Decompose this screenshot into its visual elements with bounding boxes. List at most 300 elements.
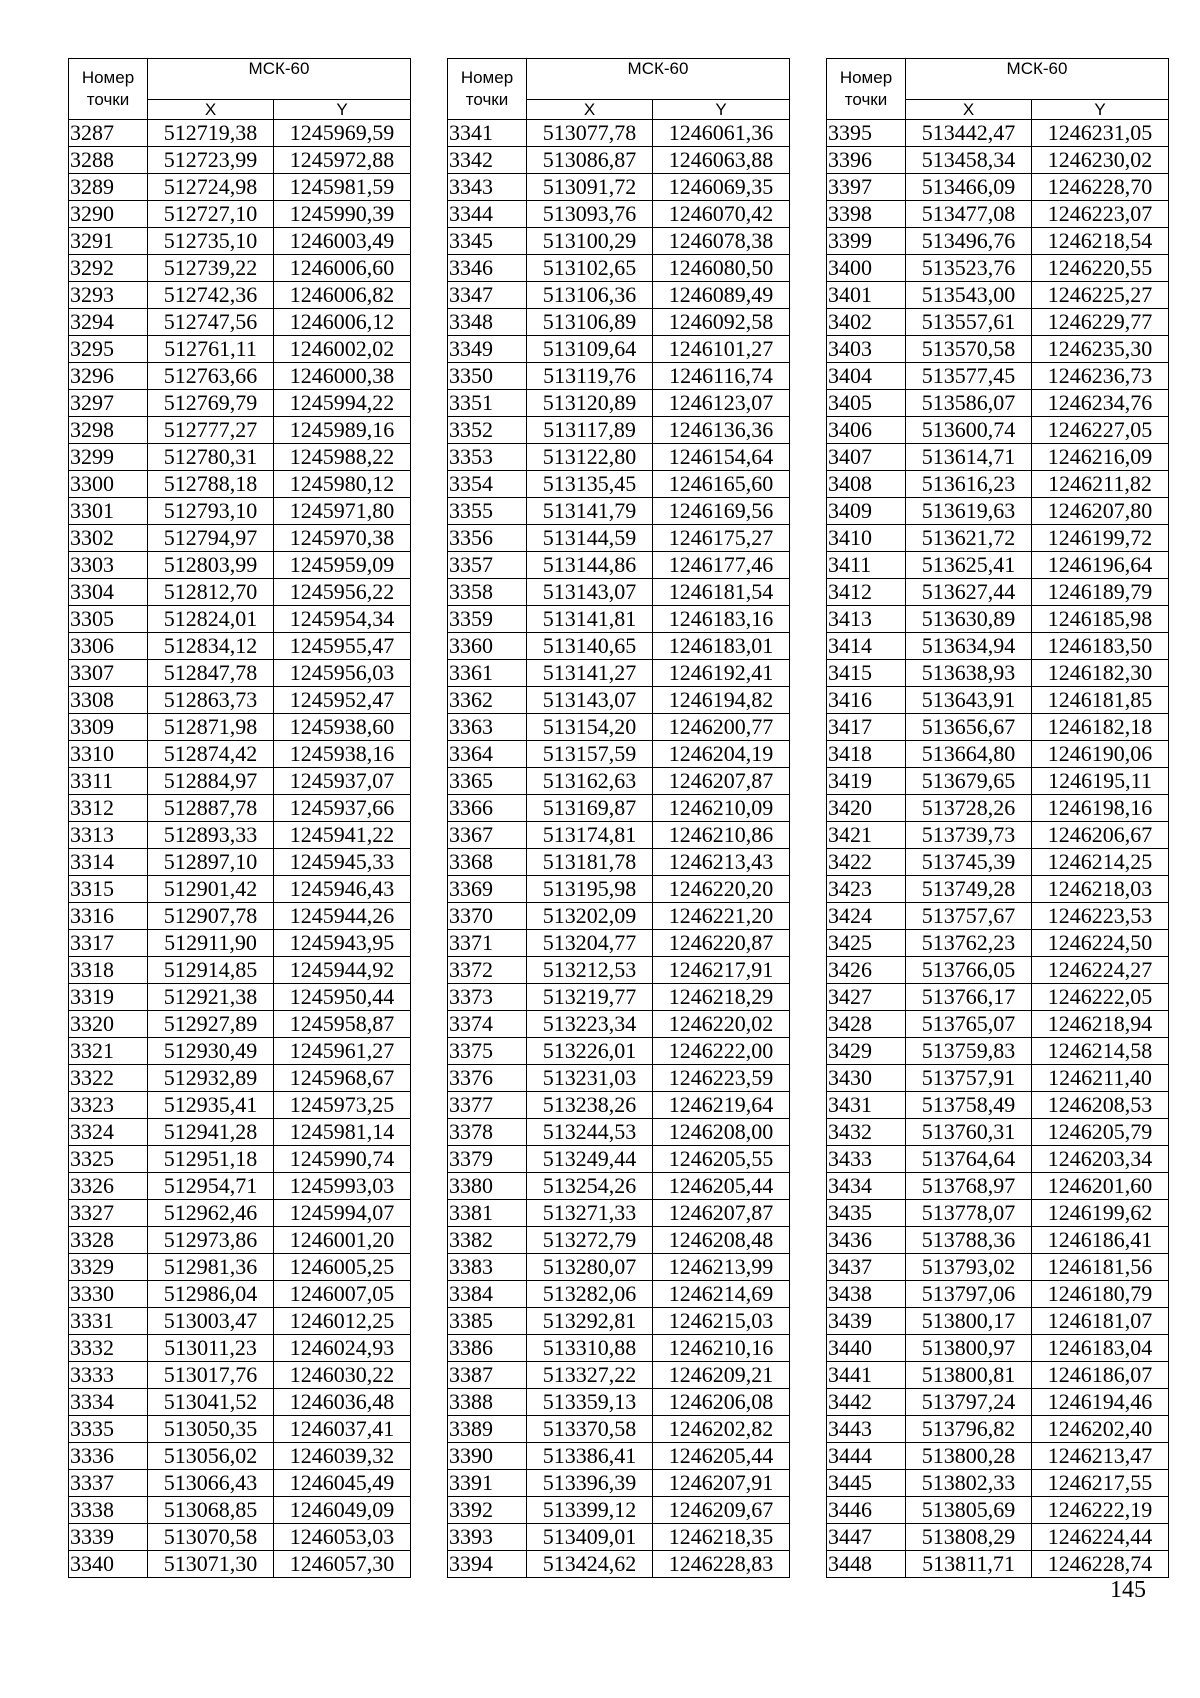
table-row: [827, 687, 1169, 714]
table-row: [448, 606, 790, 633]
x-coordinate-cell: 513424,62: [527, 1551, 653, 1578]
x-coordinate-cell: 513122,80: [527, 444, 653, 471]
y-coordinate-cell: 1246080,50: [653, 255, 790, 282]
table-row: [448, 147, 790, 174]
y-coordinate-cell: 1246006,82: [274, 282, 411, 309]
table-row: [69, 849, 411, 876]
point-number-cell: 3444: [827, 1443, 906, 1470]
y-coordinate-cell: 1246206,67: [1032, 822, 1169, 849]
y-coordinate-cell: 1246223,53: [1032, 903, 1169, 930]
x-coordinate-cell: 513143,07: [527, 579, 653, 606]
y-coordinate-cell: 1246201,60: [1032, 1173, 1169, 1200]
table-row: [69, 444, 411, 471]
point-number-cell: 3403: [827, 336, 906, 363]
table-row: [448, 444, 790, 471]
table-row: [448, 822, 790, 849]
y-coordinate-cell: 1245970,38: [274, 525, 411, 552]
table-row: [827, 201, 1169, 228]
y-coordinate-cell: 1246207,87: [653, 1200, 790, 1227]
x-coordinate-cell: 512824,01: [148, 606, 274, 633]
table-row: [448, 1227, 790, 1254]
x-coordinate-cell: 513619,63: [906, 498, 1032, 525]
point-number-cell: 3413: [827, 606, 906, 633]
y-coordinate-cell: 1246123,07: [653, 390, 790, 417]
table-row: [827, 228, 1169, 255]
y-coordinate-cell: 1245990,39: [274, 201, 411, 228]
point-number-cell: 3294: [69, 309, 148, 336]
x-coordinate-cell: 513162,63: [527, 768, 653, 795]
y-header: Y: [653, 100, 790, 120]
table-row: [448, 1200, 790, 1227]
table-row: [448, 849, 790, 876]
x-coordinate-cell: 513625,41: [906, 552, 1032, 579]
point-number-cell: 3372: [448, 957, 527, 984]
y-coordinate-cell: 1246049,09: [274, 1497, 411, 1524]
x-coordinate-cell: 513154,20: [527, 714, 653, 741]
table-row: [69, 1092, 411, 1119]
table-row: [827, 309, 1169, 336]
y-coordinate-cell: 1245955,47: [274, 633, 411, 660]
point-number-cell: 3342: [448, 147, 527, 174]
table-row: [448, 1173, 790, 1200]
x-coordinate-cell: 513093,76: [527, 201, 653, 228]
point-number-cell: 3357: [448, 552, 527, 579]
y-coordinate-cell: 1246030,22: [274, 1362, 411, 1389]
y-coordinate-cell: 1246205,79: [1032, 1119, 1169, 1146]
point-number-cell: 3351: [448, 390, 527, 417]
y-coordinate-cell: 1246213,43: [653, 849, 790, 876]
x-coordinate-cell: 513041,52: [148, 1389, 274, 1416]
point-number-cell: 3443: [827, 1416, 906, 1443]
y-coordinate-cell: 1246203,34: [1032, 1146, 1169, 1173]
y-coordinate-cell: 1246061,36: [653, 120, 790, 147]
point-number-cell: 3323: [69, 1092, 148, 1119]
table-row: [827, 1416, 1169, 1443]
y-coordinate-cell: 1246012,25: [274, 1308, 411, 1335]
point-number-cell: 3422: [827, 849, 906, 876]
y-coordinate-cell: 1246202,82: [653, 1416, 790, 1443]
x-coordinate-cell: 512780,31: [148, 444, 274, 471]
point-number-cell: 3401: [827, 282, 906, 309]
x-header: X: [148, 100, 274, 120]
x-coordinate-cell: 513109,64: [527, 336, 653, 363]
table-row: [448, 1335, 790, 1362]
point-number-cell: 3389: [448, 1416, 527, 1443]
y-coordinate-cell: 1246036,48: [274, 1389, 411, 1416]
table-row: [448, 201, 790, 228]
y-coordinate-cell: 1245950,44: [274, 984, 411, 1011]
x-coordinate-cell: 513600,74: [906, 417, 1032, 444]
table-row: [448, 1119, 790, 1146]
point-number-cell: 3432: [827, 1119, 906, 1146]
y-coordinate-cell: 1246234,76: [1032, 390, 1169, 417]
point-number-cell: 3369: [448, 876, 527, 903]
table-row: [69, 741, 411, 768]
x-coordinate-cell: 513577,45: [906, 363, 1032, 390]
x-coordinate-cell: 513523,76: [906, 255, 1032, 282]
y-coordinate-cell: 1245956,22: [274, 579, 411, 606]
y-coordinate-cell: 1246215,03: [653, 1308, 790, 1335]
point-number-cell: 3326: [69, 1173, 148, 1200]
table-row: [69, 1443, 411, 1470]
point-number-cell: 3334: [69, 1389, 148, 1416]
point-number-cell: 3299: [69, 444, 148, 471]
point-number-cell: 3433: [827, 1146, 906, 1173]
y-coordinate-cell: 1246218,03: [1032, 876, 1169, 903]
table-row: [69, 1362, 411, 1389]
x-coordinate-cell: 513765,07: [906, 1011, 1032, 1038]
x-coordinate-cell: 513570,58: [906, 336, 1032, 363]
x-coordinate-cell: 513106,36: [527, 282, 653, 309]
point-number-cell: 3316: [69, 903, 148, 930]
table-row: [69, 1524, 411, 1551]
y-coordinate-cell: 1246216,09: [1032, 444, 1169, 471]
table-row: [448, 363, 790, 390]
point-number-cell: 3402: [827, 309, 906, 336]
point-number-cell: 3441: [827, 1362, 906, 1389]
point-number-cell: 3411: [827, 552, 906, 579]
y-coordinate-cell: 1246154,64: [653, 444, 790, 471]
table-row: [69, 255, 411, 282]
x-coordinate-cell: 512907,78: [148, 903, 274, 930]
table-row: [448, 1524, 790, 1551]
y-coordinate-cell: 1246209,21: [653, 1362, 790, 1389]
point-number-cell: 3364: [448, 741, 527, 768]
point-number-cell: 3379: [448, 1146, 527, 1173]
x-coordinate-cell: 513143,07: [527, 687, 653, 714]
point-number-cell: 3371: [448, 930, 527, 957]
x-coordinate-cell: 513800,17: [906, 1308, 1032, 1335]
x-coordinate-cell: 513396,39: [527, 1470, 653, 1497]
x-coordinate-cell: 512763,66: [148, 363, 274, 390]
y-coordinate-cell: 1246204,19: [653, 741, 790, 768]
point-number-cell: 3439: [827, 1308, 906, 1335]
y-coordinate-cell: 1245980,12: [274, 471, 411, 498]
y-coordinate-cell: 1246136,36: [653, 417, 790, 444]
y-coordinate-cell: 1246213,99: [653, 1254, 790, 1281]
x-coordinate-cell: 513066,43: [148, 1470, 274, 1497]
y-coordinate-cell: 1246183,01: [653, 633, 790, 660]
y-coordinate-cell: 1246220,87: [653, 930, 790, 957]
table-row: [448, 471, 790, 498]
table-row: [448, 957, 790, 984]
table-row: [448, 120, 790, 147]
x-coordinate-cell: 513614,71: [906, 444, 1032, 471]
table-row: [69, 417, 411, 444]
table-row: [827, 1038, 1169, 1065]
y-coordinate-cell: 1246207,87: [653, 768, 790, 795]
system-header: МСК-60: [527, 59, 790, 100]
point-number-cell: 3385: [448, 1308, 527, 1335]
point-number-cell: 3425: [827, 930, 906, 957]
table-row: [448, 336, 790, 363]
table-row: [69, 498, 411, 525]
table-row: [448, 876, 790, 903]
x-coordinate-cell: 513793,02: [906, 1254, 1032, 1281]
table-row: [827, 390, 1169, 417]
y-coordinate-cell: 1246181,54: [653, 579, 790, 606]
x-coordinate-cell: 513359,13: [527, 1389, 653, 1416]
table-row: [69, 1470, 411, 1497]
point-number-cell: 3349: [448, 336, 527, 363]
table-row: [448, 687, 790, 714]
y-coordinate-cell: 1246220,20: [653, 876, 790, 903]
table-row: [448, 768, 790, 795]
y-coordinate-cell: 1246186,07: [1032, 1362, 1169, 1389]
x-coordinate-cell: 513226,01: [527, 1038, 653, 1065]
table-row: [448, 282, 790, 309]
x-coordinate-cell: 512793,10: [148, 498, 274, 525]
x-coordinate-cell: 513174,81: [527, 822, 653, 849]
y-coordinate-cell: 1246005,25: [274, 1254, 411, 1281]
y-coordinate-cell: 1245944,26: [274, 903, 411, 930]
x-coordinate-cell: 513409,01: [527, 1524, 653, 1551]
point-number-cell: 3309: [69, 714, 148, 741]
x-coordinate-cell: 513282,06: [527, 1281, 653, 1308]
x-coordinate-cell: 513800,97: [906, 1335, 1032, 1362]
point-number-cell: 3312: [69, 795, 148, 822]
point-number-cell: 3311: [69, 768, 148, 795]
point-number-cell: 3313: [69, 822, 148, 849]
x-coordinate-cell: 512954,71: [148, 1173, 274, 1200]
point-number-cell: 3328: [69, 1227, 148, 1254]
x-coordinate-cell: 513106,89: [527, 309, 653, 336]
y-coordinate-cell: 1246190,06: [1032, 741, 1169, 768]
x-coordinate-cell: 513310,88: [527, 1335, 653, 1362]
y-coordinate-cell: 1245937,66: [274, 795, 411, 822]
point-number-cell: 3396: [827, 147, 906, 174]
x-coordinate-cell: 513135,45: [527, 471, 653, 498]
point-number-cell: 3321: [69, 1038, 148, 1065]
y-coordinate-cell: 1246186,41: [1032, 1227, 1169, 1254]
point-number-cell: 3322: [69, 1065, 148, 1092]
y-coordinate-cell: 1246182,30: [1032, 660, 1169, 687]
x-coordinate-cell: 513630,89: [906, 606, 1032, 633]
table-row: [448, 1362, 790, 1389]
point-number-cell: 3303: [69, 552, 148, 579]
point-number-cell: 3414: [827, 633, 906, 660]
y-coordinate-cell: 1246165,60: [653, 471, 790, 498]
table-row: [448, 1470, 790, 1497]
table-row: [69, 633, 411, 660]
x-coordinate-cell: 512723,99: [148, 147, 274, 174]
table-row: [448, 1551, 790, 1578]
table-row: [448, 1308, 790, 1335]
table-row: [827, 957, 1169, 984]
x-coordinate-cell: 513627,44: [906, 579, 1032, 606]
x-coordinate-cell: 513219,77: [527, 984, 653, 1011]
table-row: [69, 1146, 411, 1173]
table-row: [448, 1065, 790, 1092]
y-coordinate-cell: 1246195,11: [1032, 768, 1169, 795]
point-header-line1: Номер: [460, 68, 514, 87]
point-number-cell: 3317: [69, 930, 148, 957]
table-row: [827, 1254, 1169, 1281]
point-number-cell: 3298: [69, 417, 148, 444]
y-coordinate-cell: 1245961,27: [274, 1038, 411, 1065]
x-coordinate-cell: 512847,78: [148, 660, 274, 687]
system-header: МСК-60: [148, 59, 411, 100]
y-coordinate-cell: 1245989,16: [274, 417, 411, 444]
x-coordinate-cell: 513181,78: [527, 849, 653, 876]
table-row: [827, 147, 1169, 174]
x-coordinate-cell: 513778,07: [906, 1200, 1032, 1227]
x-coordinate-cell: 513141,79: [527, 498, 653, 525]
point-number-cell: 3392: [448, 1497, 527, 1524]
x-coordinate-cell: 512930,49: [148, 1038, 274, 1065]
point-number-cell: 3359: [448, 606, 527, 633]
table-row: [69, 1551, 411, 1578]
point-number-cell: 3337: [69, 1470, 148, 1497]
table-row: [827, 822, 1169, 849]
table-row: [827, 363, 1169, 390]
y-header: Y: [274, 100, 411, 120]
table-row: [827, 1200, 1169, 1227]
y-header: Y: [1032, 100, 1169, 120]
x-coordinate-cell: 513238,26: [527, 1092, 653, 1119]
coordinates-table-2: [447, 58, 790, 1578]
y-coordinate-cell: 1245944,92: [274, 957, 411, 984]
table-row: [69, 876, 411, 903]
x-coordinate-cell: 512932,89: [148, 1065, 274, 1092]
y-coordinate-cell: 1246181,56: [1032, 1254, 1169, 1281]
x-coordinate-cell: 513271,33: [527, 1200, 653, 1227]
y-coordinate-cell: 1246218,29: [653, 984, 790, 1011]
y-coordinate-cell: 1246207,91: [653, 1470, 790, 1497]
point-number-cell: 3310: [69, 741, 148, 768]
x-coordinate-cell: 513800,28: [906, 1443, 1032, 1470]
table-row: [448, 1443, 790, 1470]
point-number-cell: 3400: [827, 255, 906, 282]
y-coordinate-cell: 1246037,41: [274, 1416, 411, 1443]
point-number-cell: 3344: [448, 201, 527, 228]
y-coordinate-cell: 1245952,47: [274, 687, 411, 714]
x-coordinate-cell: 512871,98: [148, 714, 274, 741]
y-coordinate-cell: 1246181,85: [1032, 687, 1169, 714]
x-coordinate-cell: 512874,42: [148, 741, 274, 768]
x-coordinate-cell: 513011,23: [148, 1335, 274, 1362]
x-header: X: [906, 100, 1032, 120]
table-row: [827, 741, 1169, 768]
point-number-cell: 3368: [448, 849, 527, 876]
point-number-cell: 3306: [69, 633, 148, 660]
x-coordinate-cell: 513466,09: [906, 174, 1032, 201]
y-coordinate-cell: 1246220,55: [1032, 255, 1169, 282]
table-row: [827, 174, 1169, 201]
x-coordinate-cell: 512914,85: [148, 957, 274, 984]
y-coordinate-cell: 1246053,03: [274, 1524, 411, 1551]
table-row: [827, 606, 1169, 633]
x-coordinate-cell: 513102,65: [527, 255, 653, 282]
y-coordinate-cell: 1246222,00: [653, 1038, 790, 1065]
point-number-cell: 3390: [448, 1443, 527, 1470]
point-number-cell: 3420: [827, 795, 906, 822]
point-number-cell: 3416: [827, 687, 906, 714]
x-coordinate-cell: 513797,06: [906, 1281, 1032, 1308]
table-row: [448, 1281, 790, 1308]
point-number-cell: 3355: [448, 498, 527, 525]
x-coordinate-cell: 512788,18: [148, 471, 274, 498]
point-number-cell: 3362: [448, 687, 527, 714]
point-number-cell: 3356: [448, 525, 527, 552]
x-coordinate-cell: 513120,89: [527, 390, 653, 417]
point-number-cell: 3428: [827, 1011, 906, 1038]
y-coordinate-cell: 1245994,22: [274, 390, 411, 417]
table-row: [69, 552, 411, 579]
table-row: [448, 984, 790, 1011]
coordinates-table-1: [68, 58, 411, 1578]
x-coordinate-cell: 513656,67: [906, 714, 1032, 741]
point-number-cell: 3378: [448, 1119, 527, 1146]
table-row: [827, 120, 1169, 147]
y-coordinate-cell: 1245938,60: [274, 714, 411, 741]
y-coordinate-cell: 1246180,79: [1032, 1281, 1169, 1308]
table-row: [448, 714, 790, 741]
x-coordinate-cell: 513762,23: [906, 930, 1032, 957]
y-coordinate-cell: 1246198,16: [1032, 795, 1169, 822]
x-coordinate-cell: 513231,03: [527, 1065, 653, 1092]
table-row: [827, 282, 1169, 309]
y-coordinate-cell: 1246210,86: [653, 822, 790, 849]
table-row: [827, 1146, 1169, 1173]
y-coordinate-cell: 1246230,02: [1032, 147, 1169, 174]
point-number-cell: 3339: [69, 1524, 148, 1551]
table-row: [69, 714, 411, 741]
y-coordinate-cell: 1246000,38: [274, 363, 411, 390]
y-coordinate-cell: 1246224,50: [1032, 930, 1169, 957]
x-coordinate-cell: 513272,79: [527, 1227, 653, 1254]
y-coordinate-cell: 1245968,67: [274, 1065, 411, 1092]
y-coordinate-cell: 1245958,87: [274, 1011, 411, 1038]
x-coordinate-cell: 513141,27: [527, 660, 653, 687]
point-number-cell: 3410: [827, 525, 906, 552]
x-coordinate-cell: 512742,36: [148, 282, 274, 309]
y-coordinate-cell: 1246063,88: [653, 147, 790, 174]
y-coordinate-cell: 1246214,25: [1032, 849, 1169, 876]
y-coordinate-cell: 1246205,44: [653, 1443, 790, 1470]
x-coordinate-cell: 513249,44: [527, 1146, 653, 1173]
point-number-cell: 3348: [448, 309, 527, 336]
x-coordinate-cell: 513003,47: [148, 1308, 274, 1335]
x-coordinate-cell: 513458,34: [906, 147, 1032, 174]
x-coordinate-cell: 513745,39: [906, 849, 1032, 876]
x-coordinate-cell: 513141,81: [527, 606, 653, 633]
y-coordinate-cell: 1246183,50: [1032, 633, 1169, 660]
table-row: [827, 444, 1169, 471]
point-number-cell: 3380: [448, 1173, 527, 1200]
y-coordinate-cell: 1246214,58: [1032, 1038, 1169, 1065]
y-coordinate-cell: 1246235,30: [1032, 336, 1169, 363]
table-row: [69, 1416, 411, 1443]
table-row: [69, 1011, 411, 1038]
point-number-cell: 3446: [827, 1497, 906, 1524]
x-coordinate-cell: 512893,33: [148, 822, 274, 849]
x-coordinate-cell: 513757,67: [906, 903, 1032, 930]
y-coordinate-cell: 1246192,41: [653, 660, 790, 687]
table-row: [448, 228, 790, 255]
table-row: [827, 1497, 1169, 1524]
table-row: [827, 1065, 1169, 1092]
point-number-cell: 3302: [69, 525, 148, 552]
point-number-cell: 3408: [827, 471, 906, 498]
table-row: [69, 1065, 411, 1092]
point-number-cell: 3384: [448, 1281, 527, 1308]
table-row: [827, 1551, 1169, 1578]
table-row: [827, 660, 1169, 687]
y-coordinate-cell: 1246208,00: [653, 1119, 790, 1146]
table-row: [827, 1227, 1169, 1254]
y-coordinate-cell: 1246177,46: [653, 552, 790, 579]
